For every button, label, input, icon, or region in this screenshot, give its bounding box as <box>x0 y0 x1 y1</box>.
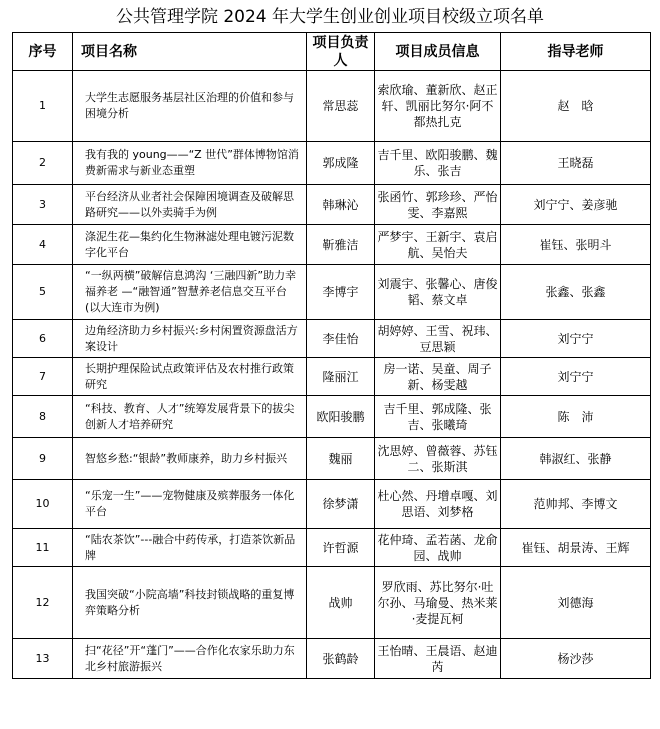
cell-project-name: 我有我的 young——“Z 世代”群体博物馆消费新需求与新业态重塑 <box>73 142 307 185</box>
cell-leader: 李博宇 <box>307 265 375 320</box>
cell-advisor: 崔钰、张明斗 <box>501 225 651 265</box>
cell-leader: 魏丽 <box>307 438 375 480</box>
cell-seq: 10 <box>13 480 73 529</box>
cell-project-name: “科技、教育、人才”统筹发展背景下的拔尖创新人才培养研究 <box>73 396 307 438</box>
cell-members: 张函竹、郭珍珍、严怡雯、李嘉熙 <box>375 185 501 225</box>
cell-seq: 7 <box>13 358 73 396</box>
cell-advisor: 范帅邦、李博文 <box>501 480 651 529</box>
header-advisor: 指导老师 <box>501 33 651 71</box>
table-row <box>13 529 651 567</box>
project-table <box>12 32 651 679</box>
cell-advisor: 刘宁宁 <box>501 358 651 396</box>
cell-advisor: 王晓磊 <box>501 142 651 185</box>
cell-members: 吉千里、欧阳骏鹏、魏乐、张吉 <box>375 142 501 185</box>
cell-seq: 13 <box>13 639 73 679</box>
cell-seq: 6 <box>13 320 73 358</box>
cell-project-name: “陆农茶饮”---融合中药传承，打造茶饮新品牌 <box>73 529 307 567</box>
table-row <box>13 71 651 142</box>
cell-seq: 12 <box>13 567 73 639</box>
cell-advisor: 刘宁宁、姜彦驰 <box>501 185 651 225</box>
cell-advisor: 刘德海 <box>501 567 651 639</box>
cell-leader: 郭成隆 <box>307 142 375 185</box>
page-title: 公共管理学院 2024 年大学生创业创业项目校级立项名单 <box>115 7 545 27</box>
cell-members: 杜心然、丹增卓嘎、刘思语、刘梦格 <box>375 480 501 529</box>
table-row <box>13 358 651 396</box>
table-row <box>13 396 651 438</box>
cell-seq: 9 <box>13 438 73 480</box>
cell-project-name: 涤泥生花—集约化生物淋滤处理电镀污泥数字化平台 <box>73 225 307 265</box>
cell-project-name: 平台经济从业者社会保障困境调查及破解思路研究——以外卖骑手为例 <box>73 185 307 225</box>
cell-members: 花仲琦、孟若菡、龙俞园、战帅 <box>375 529 501 567</box>
cell-project-name: 长期护理保险试点政策评估及农村推行政策研究 <box>73 358 307 396</box>
cell-members: 沈思婷、曾薇蓉、苏钰二、张斯淇 <box>375 438 501 480</box>
cell-advisor: 张鑫、张鑫 <box>501 265 651 320</box>
header-leader: 项目负责人 <box>307 33 375 71</box>
cell-members: 刘震宇、张馨心、唐俊韬、蔡文卓 <box>375 265 501 320</box>
cell-project-name: “一纵两横”破解信息鸿沟 ‘三融四新”助力幸福养老 —“融智通”智慧养老信息交互平台(以大连市为例) <box>73 265 307 320</box>
cell-leader: 欧阳骏鹏 <box>307 396 375 438</box>
cell-project-name: 大学生志愿服务基层社区治理的价值和参与困境分析 <box>73 71 307 142</box>
cell-members: 罗欣雨、苏比努尔·吐尔孙、马瑜曼、热米莱·麦提瓦柯 <box>375 567 501 639</box>
cell-leader: 靳雅洁 <box>307 225 375 265</box>
cell-project-name: 边角经济助力乡村振兴:乡村闲置资源盘活方案设计 <box>73 320 307 358</box>
cell-seq: 3 <box>13 185 73 225</box>
cell-members: 胡婷婷、王雪、祝玮、豆思颖 <box>375 320 501 358</box>
table-row <box>13 639 651 679</box>
cell-leader: 常思蕊 <box>307 71 375 142</box>
cell-seq: 5 <box>13 265 73 320</box>
cell-advisor: 崔钰、胡景涛、王辉 <box>501 529 651 567</box>
cell-members: 索欣瑜、董新欣、赵正轩、凯丽比努尔·阿不都热扎克 <box>375 71 501 142</box>
cell-seq: 8 <box>13 396 73 438</box>
header-seq: 序号 <box>13 33 73 71</box>
header-members: 项目成员信息 <box>375 33 501 71</box>
cell-advisor: 韩淑红、张静 <box>501 438 651 480</box>
cell-leader: 许哲源 <box>307 529 375 567</box>
cell-project-name: 我国突破“小院高墙”科技封锁战略的重复博弈策略分析 <box>73 567 307 639</box>
cell-leader: 张鹤龄 <box>307 639 375 679</box>
cell-members: 吉千里、郭成隆、张吉、张曦琦 <box>375 396 501 438</box>
table-row <box>13 142 651 185</box>
cell-members: 房一诺、吴童、周子新、杨雯越 <box>375 358 501 396</box>
cell-project-name: 扫“花径”开“蓬门”——合作化农家乐助力东北乡村旅游振兴 <box>73 639 307 679</box>
cell-leader: 韩琳沁 <box>307 185 375 225</box>
table-row <box>13 480 651 529</box>
cell-seq: 1 <box>13 71 73 142</box>
table-header-row <box>13 33 651 71</box>
table-row <box>13 320 651 358</box>
cell-leader: 李佳怡 <box>307 320 375 358</box>
cell-seq: 2 <box>13 142 73 185</box>
cell-members: 严梦宇、王新宇、袁启航、吴怡夫 <box>375 225 501 265</box>
table-row <box>13 185 651 225</box>
header-project-name: 项目名称 <box>73 33 307 71</box>
cell-advisor: 赵 晗 <box>501 71 651 142</box>
cell-leader: 战帅 <box>307 567 375 639</box>
cell-project-name: “乐宠一生”——宠物健康及殡葬服务一体化平台 <box>73 480 307 529</box>
cell-advisor: 陈 沛 <box>501 396 651 438</box>
cell-members: 王怡晴、王晨语、赵迪芮 <box>375 639 501 679</box>
cell-leader: 徐梦潇 <box>307 480 375 529</box>
table-row <box>13 567 651 639</box>
table-row <box>13 438 651 480</box>
cell-seq: 11 <box>13 529 73 567</box>
table-row <box>13 265 651 320</box>
cell-project-name: 智悠乡愁:“银龄”教师康养，助力乡村振兴 <box>73 438 307 480</box>
table-row <box>13 225 651 265</box>
cell-advisor: 刘宁宁 <box>501 320 651 358</box>
cell-seq: 4 <box>13 225 73 265</box>
cell-advisor: 杨沙莎 <box>501 639 651 679</box>
cell-leader: 隆丽江 <box>307 358 375 396</box>
